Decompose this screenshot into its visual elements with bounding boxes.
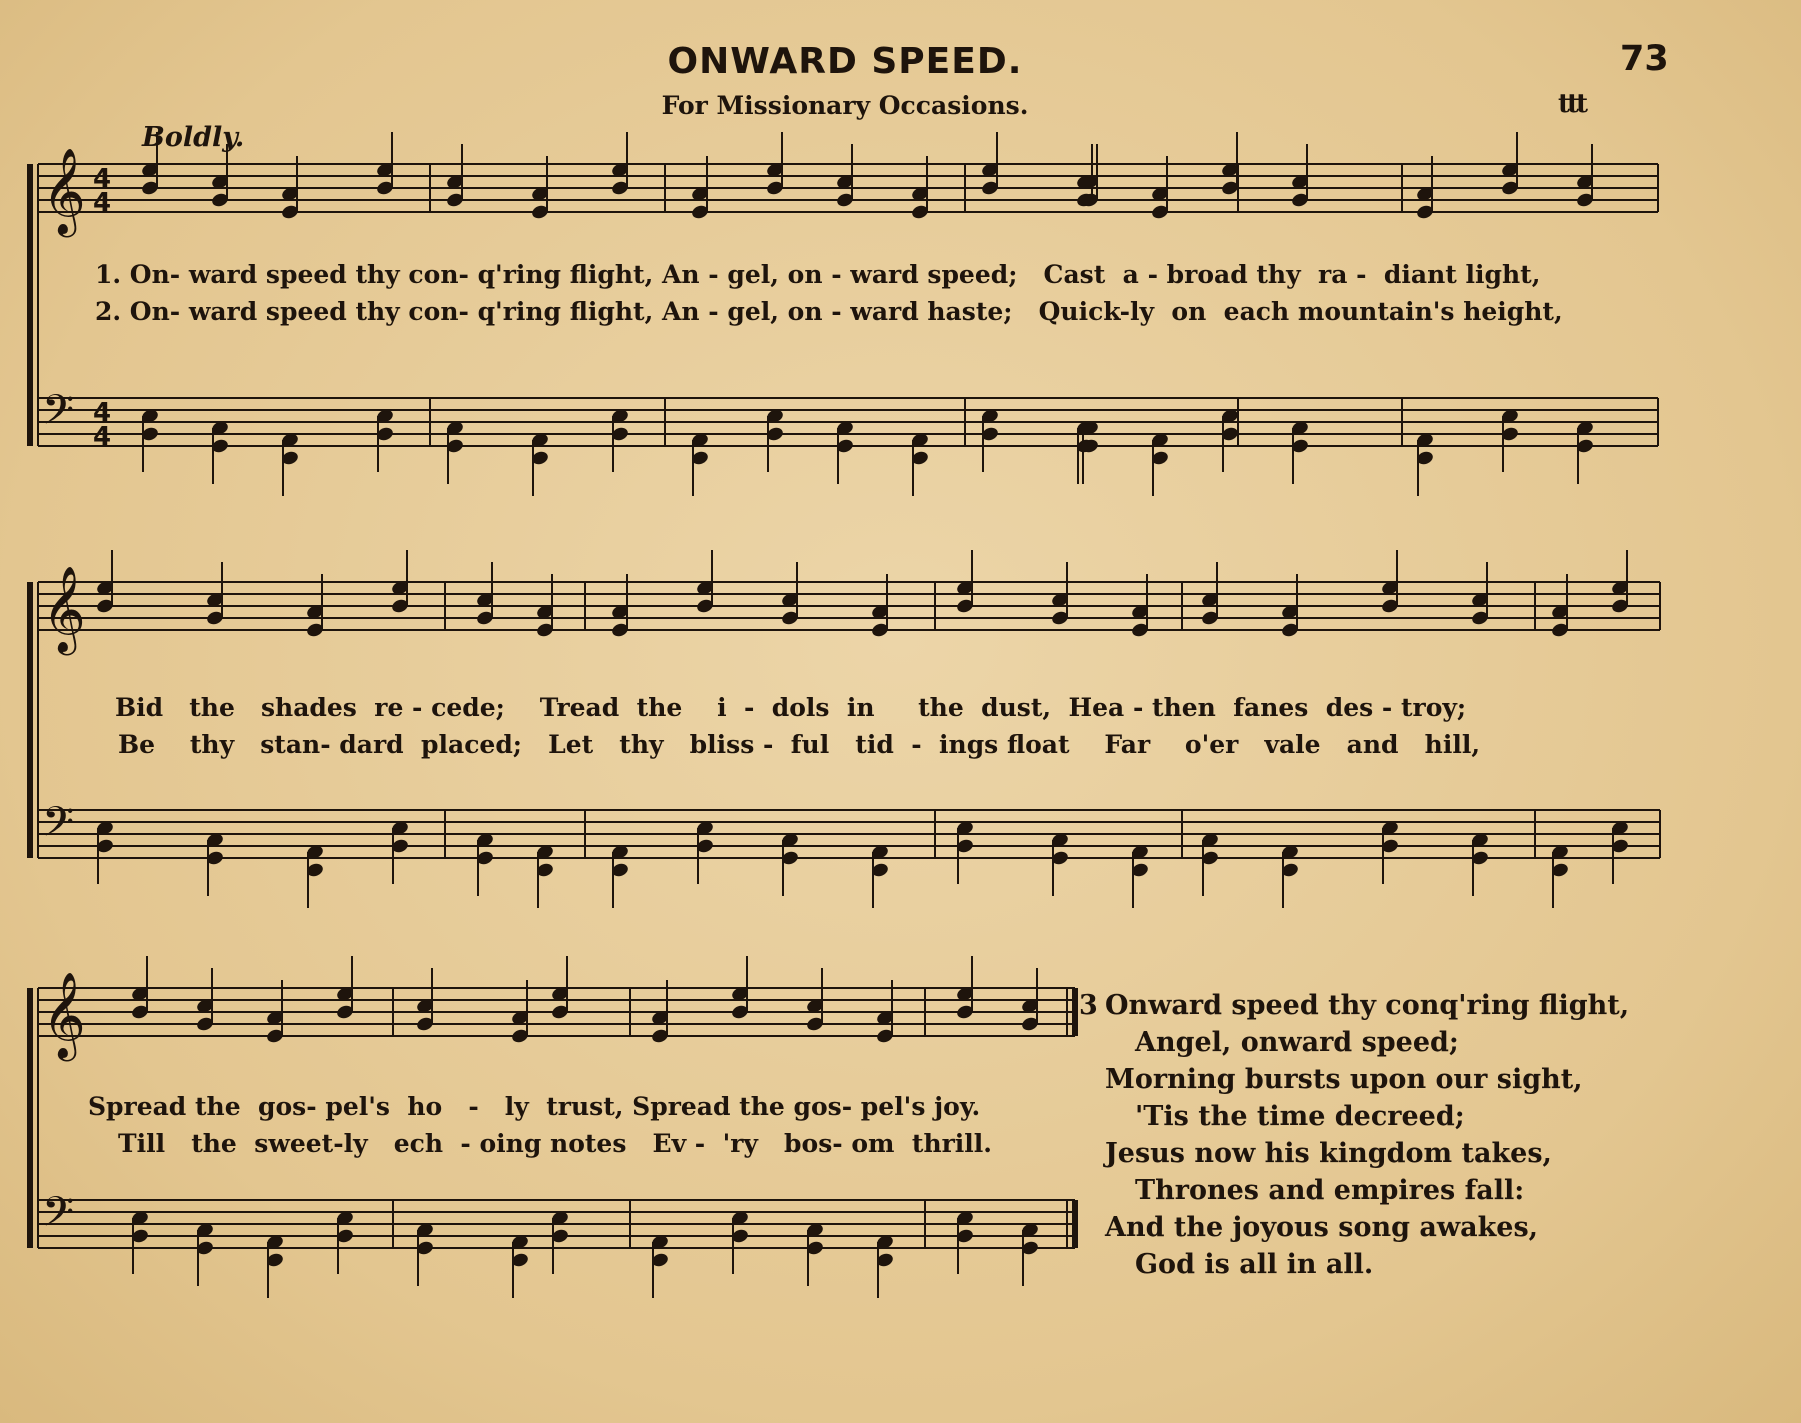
lyrics-system1-verse1: 1. On- ward speed thy con- q'ring flight, An - gel, on - ward speed; Cast a - broad thy ra - diant light, [95, 260, 1541, 289]
hymn-title: ONWARD SPEED. [667, 41, 1023, 82]
bass-clef: 𝄢 [42, 386, 75, 444]
bass-clef: 𝄢 [42, 798, 75, 856]
verse3-line: Morning bursts upon our sight, [1105, 1064, 1583, 1095]
time-signature-denominator: 4 [93, 422, 112, 452]
treble-clef: 𝄞 [42, 566, 86, 652]
verse3-number: 3 [1079, 990, 1098, 1021]
lyrics-system3-verse1: Spread the gos- pel's ho - ly trust, Spread the gos- pel's joy. [88, 1092, 981, 1121]
treble-clef: 𝄞 [42, 972, 86, 1058]
treble-clef: 𝄞 [42, 148, 86, 234]
time-signature-denominator: 4 [93, 188, 112, 218]
verse3-line: And the joyous song awakes, [1105, 1212, 1539, 1243]
bass-clef: 𝄢 [42, 1188, 75, 1246]
verse-3 [1079, 987, 1630, 1283]
verse3-line: Angel, onward speed; [1135, 1027, 1459, 1058]
verse3-line: Thrones and empires fall: [1135, 1175, 1525, 1206]
verse3-line: Jesus now his kingdom takes, [1105, 1138, 1552, 1169]
time-signature-numerator: 4 [93, 398, 112, 428]
hymn-subtitle: For Missionary Occasions. [661, 91, 1029, 120]
meter-ornament: ttt [1558, 89, 1586, 119]
verse3-line: 'Tis the time decreed; [1135, 1101, 1465, 1132]
page-number: 73 [1620, 39, 1669, 79]
lyrics-system1-verse2: 2. On- ward speed thy con- q'ring flight, An - gel, on - ward haste; Quick-ly on each mountain's height, [95, 297, 1563, 326]
lyrics-system3-verse2: Till the sweet-ly ech - oing notes Ev - 'ry bos- om thrill. [118, 1129, 992, 1158]
time-signature-numerator: 4 [93, 164, 112, 194]
lyrics-system2-verse2: Be thy stan- dard placed; Let thy bliss - ful tid - ings float Far o'er vale and hill, [118, 730, 1481, 759]
verse3-line: God is all in all. [1135, 1249, 1374, 1280]
lyrics-system2-verse1: Bid the shades re - cede; Tread the i - dols in the dust, Hea - then fanes des - troy; [115, 693, 1467, 722]
verse3-line: 3 Onward speed thy conq'ring flight, [1105, 987, 1629, 1024]
tempo-marking: Boldly. [142, 122, 245, 153]
